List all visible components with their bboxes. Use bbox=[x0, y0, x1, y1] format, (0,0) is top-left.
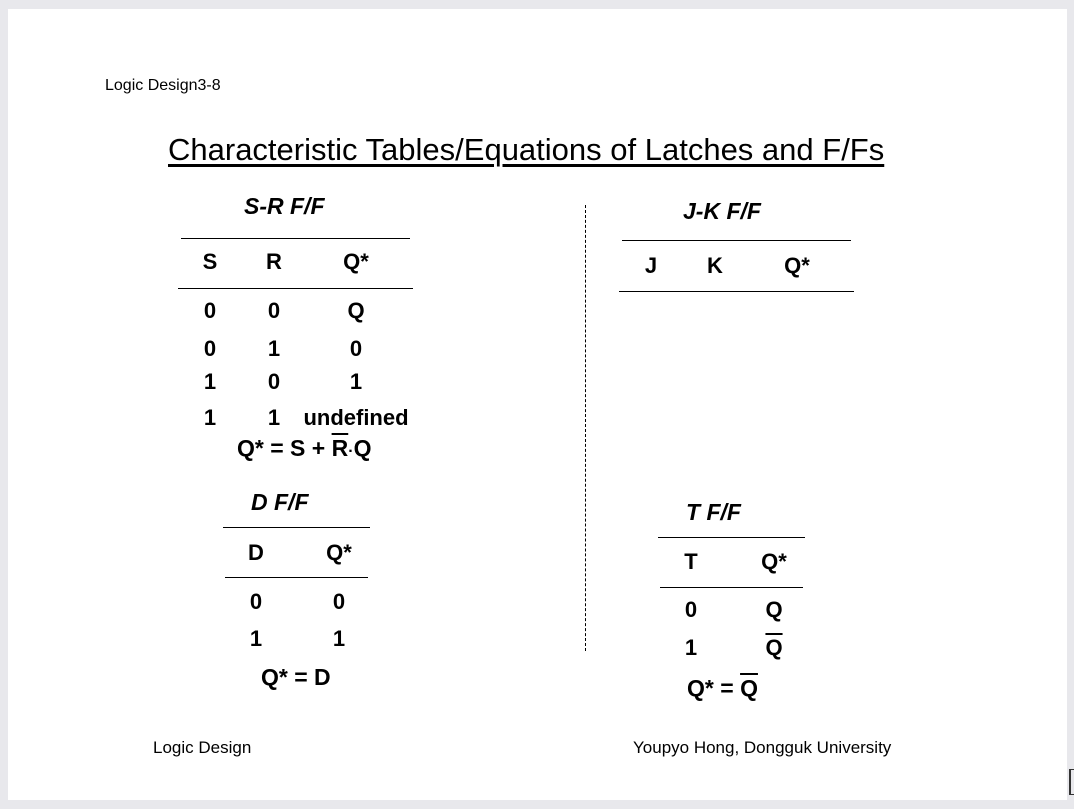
t-characteristic-equation bbox=[687, 675, 758, 702]
t-cell: 1 bbox=[684, 635, 698, 660]
d-characteristic-equation: Q* = D bbox=[261, 664, 331, 690]
jk-ff-title: J-K F/F bbox=[683, 198, 761, 224]
sr-header-s: S bbox=[202, 249, 218, 274]
d-table-header-rule bbox=[225, 577, 368, 578]
t-eq-lhs: Q* = bbox=[687, 675, 741, 701]
d-ff-title: D F/F bbox=[251, 489, 309, 515]
d-cell: 1 bbox=[249, 626, 263, 651]
sr-table-header-rule bbox=[178, 288, 413, 289]
slide bbox=[8, 9, 1067, 800]
slide-title: Characteristic Tables/Equations of Latches and F/Fs bbox=[168, 132, 885, 167]
t-cell: 0 bbox=[684, 597, 698, 622]
t-table-header-rule bbox=[660, 587, 803, 588]
d-table-top-rule bbox=[223, 527, 370, 528]
sr-header-r: R bbox=[266, 249, 282, 274]
sr-cell: 1 bbox=[267, 405, 281, 430]
slide-header-label: Logic Design3-8 bbox=[105, 77, 221, 94]
footer-course: Logic Design bbox=[153, 738, 252, 757]
q-complement: $\overline{Q}$ bbox=[740, 675, 758, 701]
jk-header-qstar: Q* bbox=[784, 253, 810, 278]
sr-characteristic-equation bbox=[237, 435, 371, 462]
jk-table-header-rule bbox=[619, 291, 854, 292]
sr-cell: 0 bbox=[267, 369, 281, 394]
d-cell: 0 bbox=[332, 589, 346, 614]
sr-ff-title: S-R F/F bbox=[244, 193, 325, 219]
and-dot: · bbox=[348, 443, 354, 460]
sr-header-qstar: Q* bbox=[343, 249, 369, 274]
sr-cell: 0 bbox=[267, 298, 281, 323]
jk-header-j: J bbox=[644, 253, 658, 278]
jk-table-top-rule bbox=[622, 240, 851, 241]
sr-eq-lhs: Q* = S + bbox=[237, 435, 332, 461]
q-complement: $\overline{Q}$ bbox=[765, 635, 783, 660]
t-ff-title: T F/F bbox=[686, 499, 741, 525]
window-edge-handle bbox=[1069, 769, 1074, 795]
sr-cell: 0 bbox=[203, 336, 217, 361]
sr-cell: 0 bbox=[349, 336, 363, 361]
d-cell: 0 bbox=[249, 589, 263, 614]
d-cell: 1 bbox=[332, 626, 346, 651]
sr-cell: Q bbox=[347, 298, 365, 323]
dashed-divider bbox=[585, 205, 586, 651]
d-header-d: D bbox=[248, 540, 264, 565]
sr-cell: 0 bbox=[203, 298, 217, 323]
sr-cell: 1 bbox=[203, 405, 217, 430]
sr-table-top-rule bbox=[181, 238, 410, 239]
t-table-top-rule bbox=[658, 537, 805, 538]
jk-header-k: K bbox=[707, 253, 723, 278]
sr-cell: undefined bbox=[303, 405, 409, 430]
sr-cell: 1 bbox=[267, 336, 281, 361]
d-header-qstar: Q* bbox=[326, 540, 352, 565]
sr-eq-rhs: Q bbox=[353, 435, 372, 461]
t-cell: Q bbox=[765, 597, 783, 622]
t-header-qstar: Q* bbox=[761, 549, 787, 574]
r-complement: $\overline{R}$ bbox=[331, 435, 349, 461]
t-header-t: T bbox=[684, 549, 698, 574]
sr-cell: 1 bbox=[349, 369, 363, 394]
footer-author: Youpyo Hong, Dongguk University bbox=[633, 738, 892, 757]
sr-cell: 1 bbox=[203, 369, 217, 394]
